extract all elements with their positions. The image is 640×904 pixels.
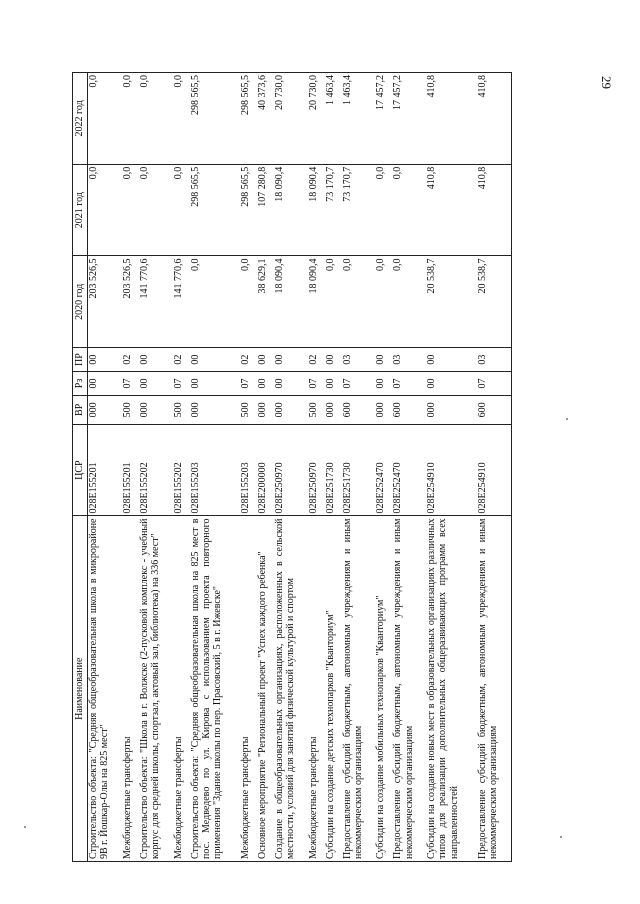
row-csr: 028E155203 — [240, 424, 257, 516]
row-pr: 00 — [274, 348, 308, 372]
row-csr: 028E251730 — [325, 424, 342, 516]
row-vr: 000 — [257, 395, 274, 424]
row-pr: 03 — [477, 348, 512, 372]
row-pr: 00 — [190, 348, 241, 372]
row-vr: 000 — [88, 395, 123, 424]
row-2020: 0,0 — [240, 256, 257, 348]
table-row — [392, 73, 426, 862]
header-2022: 2022 год — [73, 73, 88, 165]
row-pr: 00 — [426, 348, 477, 372]
row-name: Субсидии на создание детских технопарков "Кванториум" — [325, 516, 342, 862]
row-2021: 73 170,7 — [325, 164, 342, 256]
header-row — [73, 73, 88, 862]
row-vr: 500 — [308, 395, 325, 424]
row-vr: 000 — [375, 395, 392, 424]
row-csr: 028E155202 — [139, 424, 173, 516]
row-pr: 02 — [122, 348, 139, 372]
row-2022: 20 730,0 — [308, 73, 325, 165]
row-name: Субсидии на создание новых мест в образовательных организациях различных типов для реализации дополнительных общеразвивающих программ всех направленностей — [426, 516, 477, 862]
row-2020: 18 090,4 — [308, 256, 325, 348]
row-2020: 0,0 — [325, 256, 342, 348]
row-pr: 00 — [325, 348, 342, 372]
scan-speck — [24, 826, 26, 828]
row-2022: 0,0 — [139, 73, 173, 165]
row-rz: 00 — [325, 372, 342, 396]
header-rz: Рз — [73, 372, 88, 396]
table-row — [139, 73, 173, 862]
row-name: Строительство объекта: "Средняя общеобразовательная школа на 825 мест в пос. Медведево по ул. Кирова с использованием проекта повторного применения "Здание школы по пер. Прасовский, 5 в г. Ижевске" — [190, 516, 241, 862]
row-2020: 141 770,6 — [139, 256, 173, 348]
row-name: Строительство объекта: "Средняя общеобразовательная школа в микрорайоне 9В г. Йошкар-Олы на 825 мест" — [88, 516, 123, 862]
table-row — [308, 73, 325, 862]
row-csr: 028E200000 — [257, 424, 274, 516]
row-vr: 600 — [342, 395, 376, 424]
row-2021: 0,0 — [173, 164, 190, 256]
header-name: Наименование — [73, 516, 88, 862]
row-name: Предоставление субсидий бюджетным, автономным учреждениям и иным некоммерческим организациям — [342, 516, 376, 862]
table-row — [240, 73, 257, 862]
row-rz: 07 — [477, 372, 512, 396]
row-csr: 028E155201 — [122, 424, 139, 516]
row-csr: 028E155203 — [190, 424, 241, 516]
row-2020: 18 090,4 — [274, 256, 308, 348]
row-2021: 107 280,8 — [257, 164, 274, 256]
row-2021: 0,0 — [139, 164, 173, 256]
row-name: Предоставление субсидий бюджетным, автономным учреждениям и иным некоммерческим организациям — [392, 516, 426, 862]
row-vr: 000 — [190, 395, 241, 424]
row-2022: 410,8 — [477, 73, 512, 165]
table-row — [88, 73, 123, 862]
row-name: Межбюджетные трансферты — [173, 516, 190, 862]
row-2022: 0,0 — [122, 73, 139, 165]
table-row — [122, 73, 139, 862]
row-csr: 028E250970 — [274, 424, 308, 516]
row-pr: 02 — [240, 348, 257, 372]
row-rz: 00 — [274, 372, 308, 396]
table-row — [375, 73, 392, 862]
row-csr: 028E254910 — [426, 424, 477, 516]
row-2022: 17 457,2 — [375, 73, 392, 165]
row-2021: 73 170,7 — [342, 164, 376, 256]
table-header — [73, 73, 88, 862]
row-rz: 07 — [173, 372, 190, 396]
row-pr: 03 — [392, 348, 426, 372]
row-rz: 00 — [257, 372, 274, 396]
row-vr: 000 — [274, 395, 308, 424]
row-pr: 00 — [88, 348, 123, 372]
row-2021: 0,0 — [88, 164, 123, 256]
table-row — [325, 73, 342, 862]
row-rz: 07 — [342, 372, 376, 396]
scan-speck — [566, 418, 568, 420]
row-pr: 02 — [173, 348, 190, 372]
header-vr: ВР — [73, 395, 88, 424]
row-2021: 0,0 — [375, 164, 392, 256]
row-rz: 07 — [122, 372, 139, 396]
row-rz: 07 — [308, 372, 325, 396]
row-csr: 028E155202 — [173, 424, 190, 516]
row-rz: 00 — [139, 372, 173, 396]
row-vr: 000 — [139, 395, 173, 424]
table-row — [173, 73, 190, 862]
row-name: Основное мероприятие "Региональный проект "Успех каждого ребенка" — [257, 516, 274, 862]
budget-table — [72, 72, 512, 862]
row-2021: 0,0 — [122, 164, 139, 256]
table-body — [88, 73, 512, 862]
row-pr: 02 — [308, 348, 325, 372]
row-csr: 028E155201 — [88, 424, 123, 516]
row-2020: 20 538,7 — [426, 256, 477, 348]
row-2022: 410,8 — [426, 73, 477, 165]
row-2021: 18 090,4 — [308, 164, 325, 256]
row-pr: 00 — [139, 348, 173, 372]
row-name: Межбюджетные трансферты — [122, 516, 139, 862]
row-rz: 07 — [240, 372, 257, 396]
row-vr: 500 — [122, 395, 139, 424]
header-2021: 2021 год — [73, 164, 88, 256]
header-csr: ЦСР — [73, 424, 88, 516]
row-2020: 203 526,5 — [122, 256, 139, 348]
table-row — [342, 73, 376, 862]
row-2021: 298 565,5 — [190, 164, 241, 256]
page-number: 29 — [599, 76, 614, 89]
row-2022: 1 463,4 — [342, 73, 376, 165]
row-2020: 38 629,1 — [257, 256, 274, 348]
row-name: Предоставление субсидий бюджетным, автономным учреждениям и иным некоммерческим организациям — [477, 516, 512, 862]
row-csr: 028E252470 — [375, 424, 392, 516]
row-2020: 0,0 — [375, 256, 392, 348]
row-vr: 600 — [477, 395, 512, 424]
header-pr: ПР — [73, 348, 88, 372]
row-2021: 410,8 — [426, 164, 477, 256]
row-rz: 00 — [375, 372, 392, 396]
row-name: Межбюджетные трансферты — [240, 516, 257, 862]
row-2022: 0,0 — [173, 73, 190, 165]
row-vr: 500 — [173, 395, 190, 424]
row-csr: 028E251730 — [342, 424, 376, 516]
row-rz: 00 — [426, 372, 477, 396]
row-vr: 600 — [392, 395, 426, 424]
row-name: Создание в общеобразовательных организациях, расположенных в сельской местности, условий для занятий физической культурой и спортом — [274, 516, 308, 862]
row-2021: 410,8 — [477, 164, 512, 256]
row-2022: 298 565,5 — [190, 73, 241, 165]
row-2020: 0,0 — [342, 256, 376, 348]
row-2020: 0,0 — [190, 256, 241, 348]
row-name: Субсидии на создание мобильных технопарков "Кванториум" — [375, 516, 392, 862]
row-2022: 298 565,5 — [240, 73, 257, 165]
row-2021: 0,0 — [392, 164, 426, 256]
row-vr: 500 — [240, 395, 257, 424]
scan-speck — [560, 836, 562, 838]
row-2021: 298 565,5 — [240, 164, 257, 256]
row-rz: 07 — [392, 372, 426, 396]
row-pr: 00 — [375, 348, 392, 372]
row-csr: 028E250970 — [308, 424, 325, 516]
row-name: Строительство объекта: "Школа в г. Волжске (2-пусковой комплекс - учебный корпус для средней школы, спортзал, актовый зал, библиотека) на 336 мест" — [139, 516, 173, 862]
table-row — [477, 73, 512, 862]
row-csr: 028E252470 — [392, 424, 426, 516]
row-pr: 00 — [257, 348, 274, 372]
table-row — [274, 73, 308, 862]
row-2020: 20 538,7 — [477, 256, 512, 348]
row-rz: 00 — [190, 372, 241, 396]
header-2020: 2020 год — [73, 256, 88, 348]
row-csr: 028E254910 — [477, 424, 512, 516]
table-row — [257, 73, 274, 862]
row-pr: 03 — [342, 348, 376, 372]
row-2020: 203 526,5 — [88, 256, 123, 348]
row-2020: 0,0 — [392, 256, 426, 348]
row-rz: 00 — [88, 372, 123, 396]
table-row — [190, 73, 241, 862]
table-row — [426, 73, 477, 862]
row-vr: 000 — [325, 395, 342, 424]
row-2022: 1 463,4 — [325, 73, 342, 165]
row-2022: 0,0 — [88, 73, 123, 165]
row-2022: 40 373,6 — [257, 73, 274, 165]
row-name: Межбюджетные трансферты — [308, 516, 325, 862]
row-2021: 18 090,4 — [274, 164, 308, 256]
row-2022: 20 730,0 — [274, 73, 308, 165]
row-vr: 000 — [426, 395, 477, 424]
row-2020: 141 770,6 — [173, 256, 190, 348]
row-2022: 17 457,2 — [392, 73, 426, 165]
